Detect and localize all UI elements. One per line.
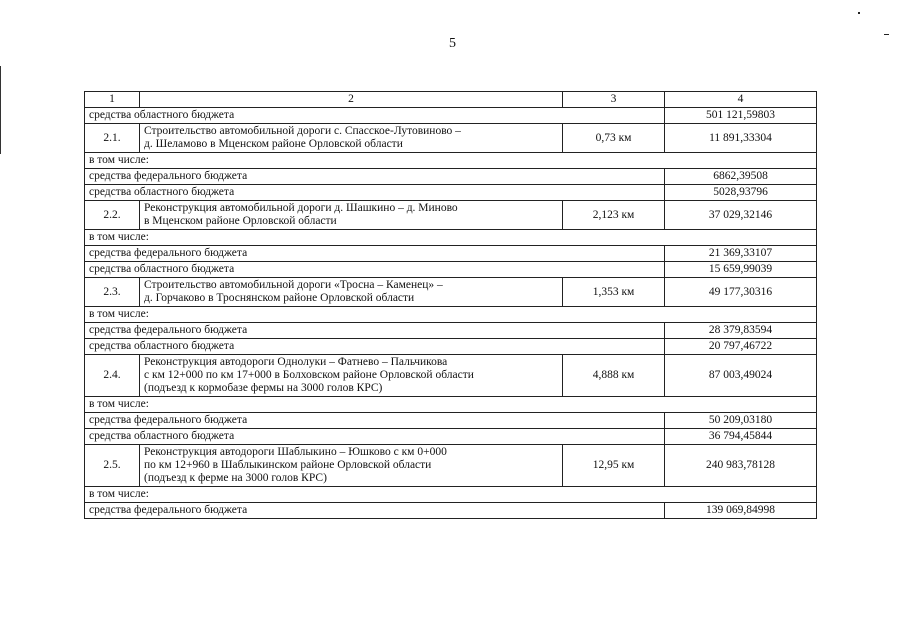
column-header: 2: [140, 92, 563, 108]
funding-row: [85, 339, 817, 355]
project-description-line: Строительство автомобильной дороги «Тросна – Каменец» –: [144, 279, 443, 291]
project-length: 1,353 км: [563, 278, 665, 307]
funding-row: [85, 246, 817, 262]
funding-amount: 6862,39508: [665, 169, 817, 185]
project-number: 2.1.: [85, 124, 140, 153]
project-description-line: в Мценском районе Орловской области: [144, 215, 337, 227]
project-description-line: д. Горчаково в Троснянском районе Орловской области: [144, 292, 415, 304]
note-row: [85, 153, 817, 169]
funding-label: средства федерального бюджета: [85, 169, 665, 185]
project-description: [140, 201, 563, 230]
note-label: в том числе:: [85, 397, 817, 413]
scan-speck: [858, 12, 860, 14]
funding-label: средства областного бюджета: [85, 185, 665, 201]
funding-row: [85, 262, 817, 278]
project-description-line: по км 12+960 в Шаблыкинском районе Орловской области: [144, 459, 432, 471]
funding-row: [85, 185, 817, 201]
funding-amount: 21 369,33107: [665, 246, 817, 262]
funding-label: средства областного бюджета: [85, 108, 665, 124]
project-description-line: (подъезд к ферме на 3000 голов КРС): [144, 472, 327, 484]
project-length: 2,123 км: [563, 201, 665, 230]
funding-amount: 139 069,84998: [665, 503, 817, 519]
funding-amount: 20 797,46722: [665, 339, 817, 355]
funding-row: [85, 108, 817, 124]
project-description-line: (подъезд к кормобазе фермы на 3000 голов КРС): [144, 382, 383, 394]
project-number: 2.5.: [85, 445, 140, 487]
project-number: 2.3.: [85, 278, 140, 307]
funding-label: средства федерального бюджета: [85, 323, 665, 339]
project-number: 2.4.: [85, 355, 140, 397]
note-row: [85, 487, 817, 503]
project-row: [85, 445, 817, 487]
project-row: [85, 201, 817, 230]
column-header: 1: [85, 92, 140, 108]
scan-speck: [884, 34, 889, 35]
project-description-line: Реконструкция автодороги Шаблыкино – Юшково с км 0+000: [144, 446, 447, 458]
project-description-line: с км 12+000 по км 17+000 в Болховском районе Орловской области: [144, 369, 474, 381]
note-row: [85, 397, 817, 413]
project-description: [140, 124, 563, 153]
note-label: в том числе:: [85, 230, 817, 246]
funding-amount: 50 209,03180: [665, 413, 817, 429]
project-amount: 49 177,30316: [665, 278, 817, 307]
funding-label: средства областного бюджета: [85, 262, 665, 278]
project-description: [140, 445, 563, 487]
note-row: [85, 230, 817, 246]
project-description-line: Реконструкция автодороги Однолуки – Фатнево – Пальчикова: [144, 356, 448, 368]
project-number: 2.2.: [85, 201, 140, 230]
project-amount: 240 983,78128: [665, 445, 817, 487]
column-header: 4: [665, 92, 817, 108]
scan-edge-line: [0, 66, 1, 154]
funding-amount: 36 794,45844: [665, 429, 817, 445]
funding-row: [85, 169, 817, 185]
page-number: 5: [449, 36, 456, 51]
project-description-line: д. Шеламово в Мценском районе Орловской области: [144, 138, 403, 150]
note-label: в том числе:: [85, 153, 817, 169]
column-header: 3: [563, 92, 665, 108]
project-description-line: Строительство автомобильной дороги с. Спасское-Лутовиново –: [144, 125, 461, 137]
project-row: [85, 278, 817, 307]
funding-label: средства областного бюджета: [85, 339, 665, 355]
budget-table: [84, 91, 817, 519]
project-length: 12,95 км: [563, 445, 665, 487]
funding-row: [85, 413, 817, 429]
project-length: 0,73 км: [563, 124, 665, 153]
note-label: в том числе:: [85, 487, 817, 503]
funding-amount: 15 659,99039: [665, 262, 817, 278]
note-row: [85, 307, 817, 323]
note-label: в том числе:: [85, 307, 817, 323]
funding-label: средства федерального бюджета: [85, 413, 665, 429]
project-description-line: Реконструкция автомобильной дороги д. Шашкино – д. Миново: [144, 202, 458, 214]
project-description: [140, 355, 563, 397]
funding-row: [85, 323, 817, 339]
funding-row: [85, 503, 817, 519]
project-row: [85, 124, 817, 153]
table-header-row: [85, 92, 817, 108]
project-amount: 87 003,49024: [665, 355, 817, 397]
funding-row: [85, 429, 817, 445]
project-description: [140, 278, 563, 307]
funding-label: средства федерального бюджета: [85, 503, 665, 519]
project-amount: 11 891,33304: [665, 124, 817, 153]
project-length: 4,888 км: [563, 355, 665, 397]
funding-amount: 5028,93796: [665, 185, 817, 201]
funding-amount: 28 379,83594: [665, 323, 817, 339]
funding-label: средства федерального бюджета: [85, 246, 665, 262]
project-amount: 37 029,32146: [665, 201, 817, 230]
project-row: [85, 355, 817, 397]
funding-label: средства областного бюджета: [85, 429, 665, 445]
funding-amount: 501 121,59803: [665, 108, 817, 124]
